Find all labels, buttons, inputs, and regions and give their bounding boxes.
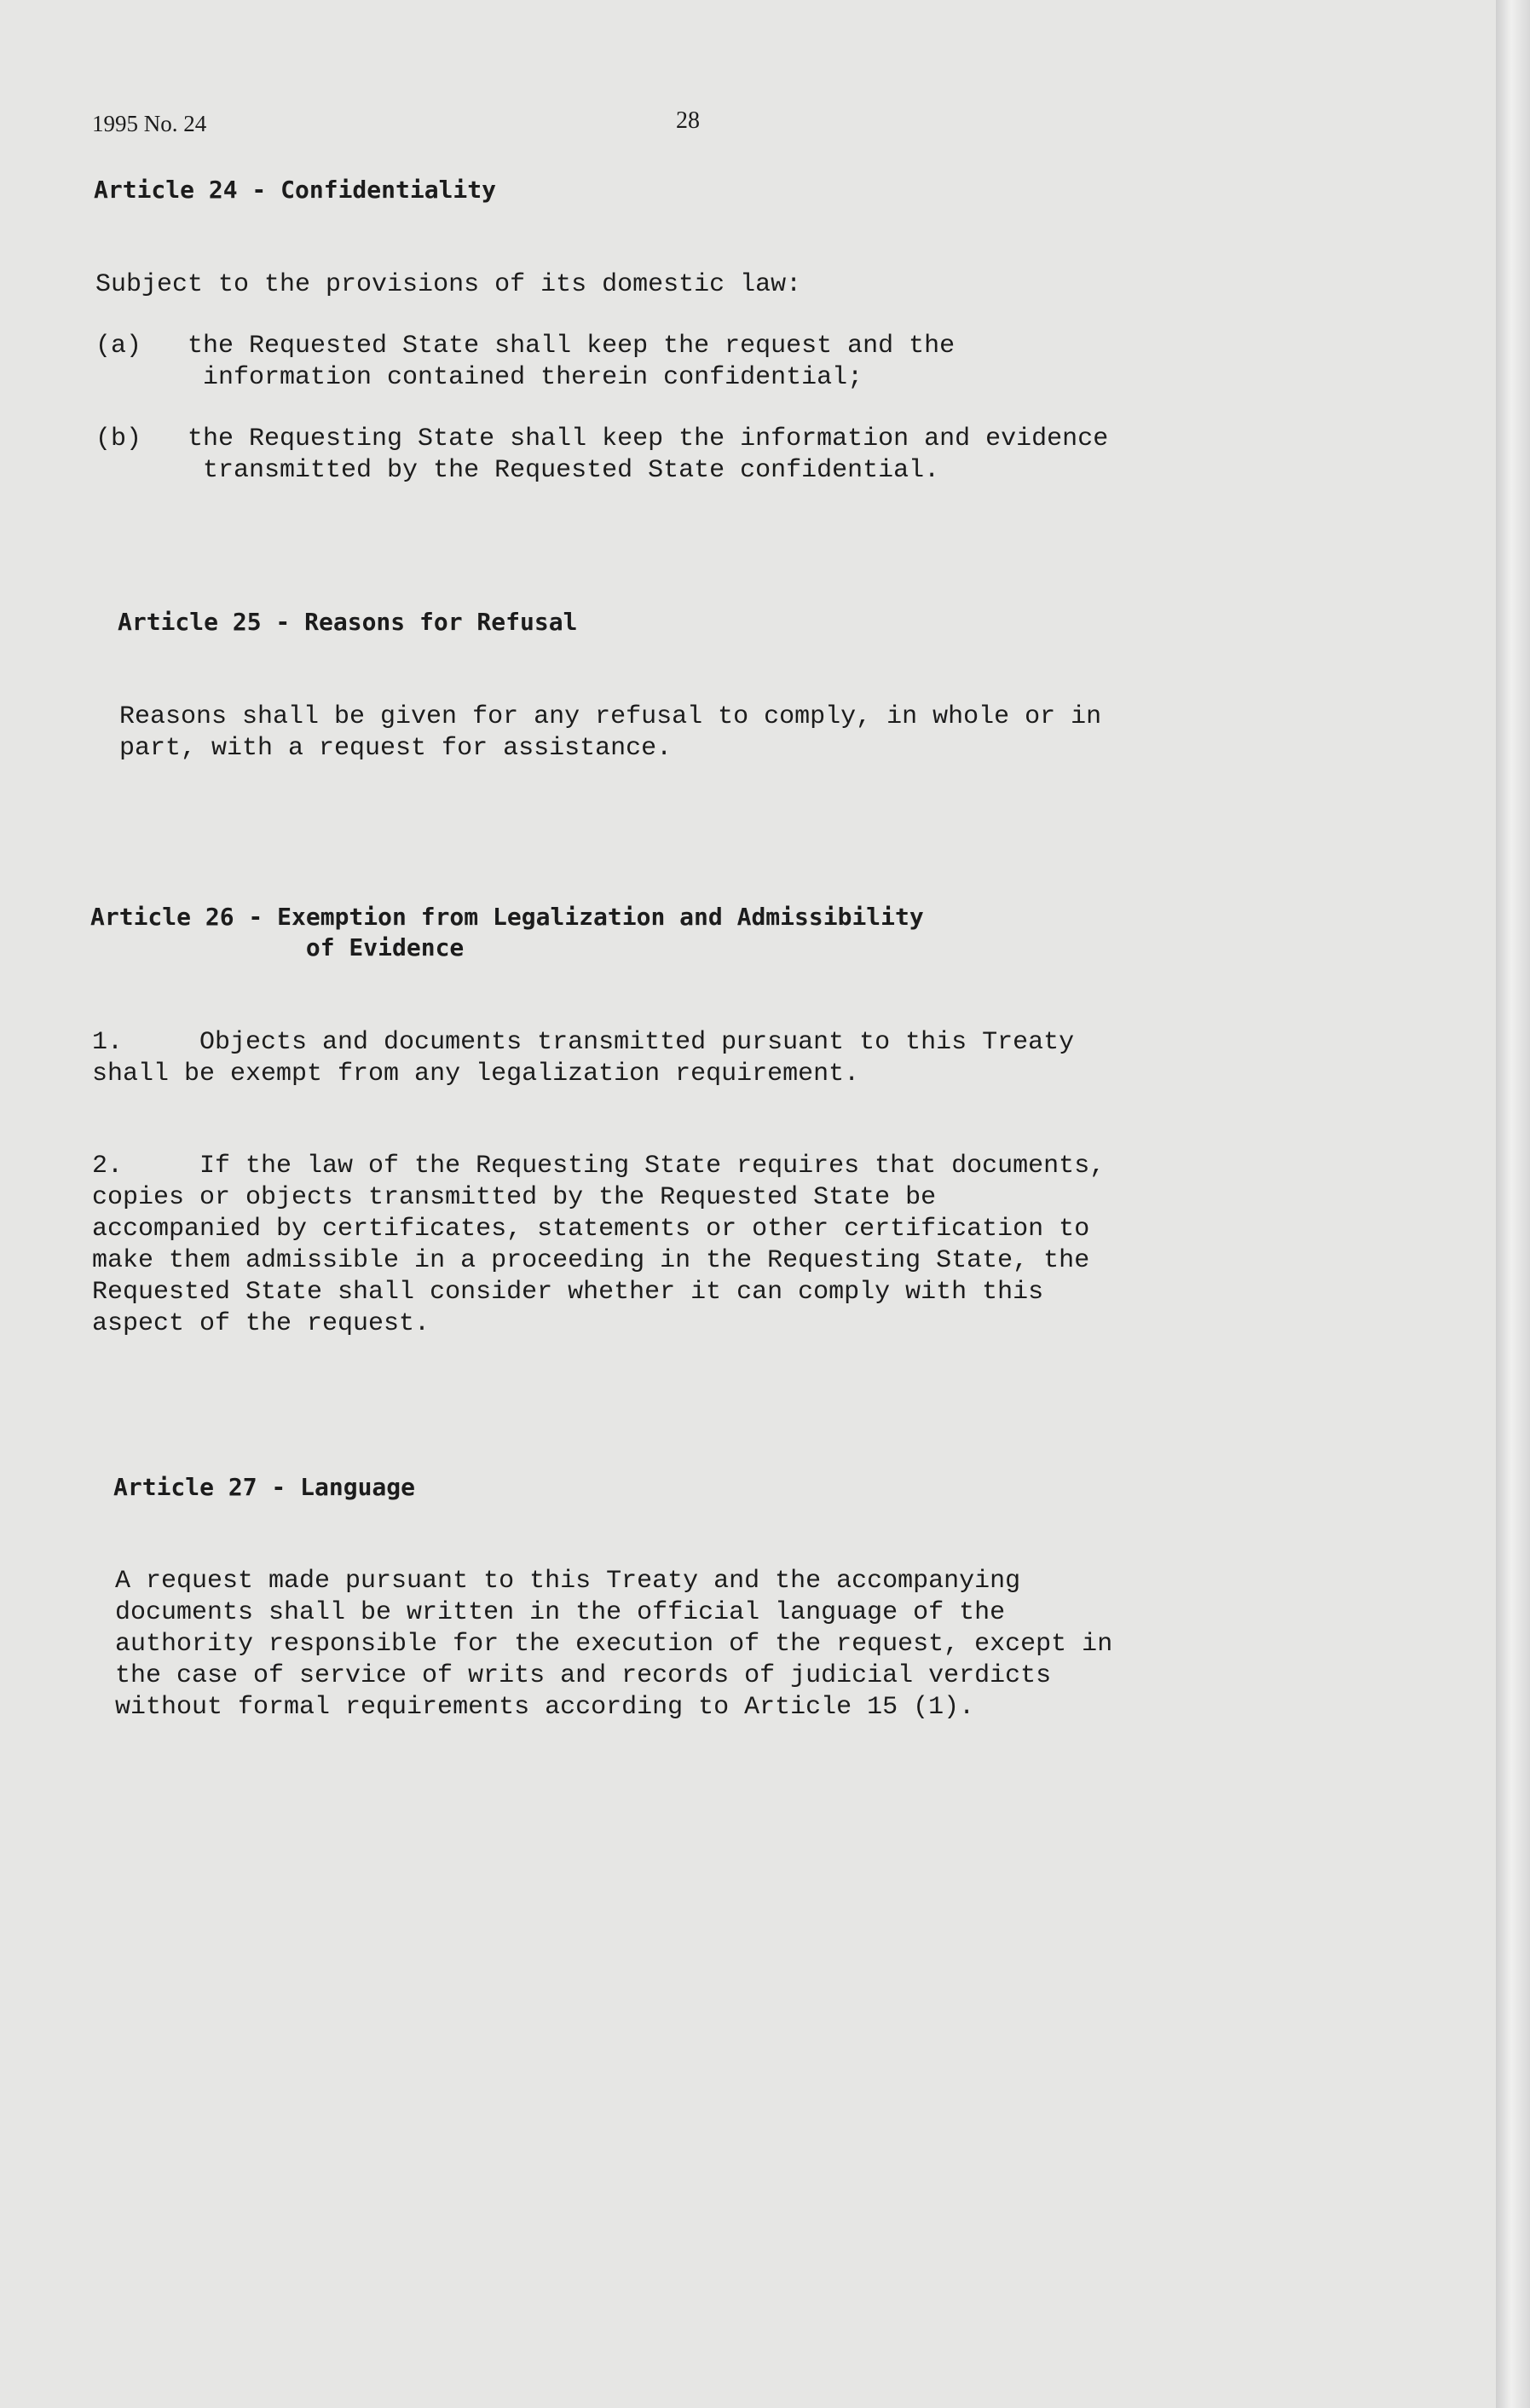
article-25-body: Reasons shall be given for any refusal to comply, in whole or in part, with a request for assistance. [119, 702, 1102, 763]
article-27-body: A request made pursuant to this Treaty and the accompanying documents shall be written in the official language of the authority responsible for the execution of the request, except in the case of service of writs and records of judicial verdicts without formal requirements according to Article 15 (1). [115, 1567, 1113, 1722]
article-26-heading: Article 26 - Exemption from Legalization and Admissibility of Evidence [90, 903, 924, 961]
article-24-item-a: (a) the Requested State shall keep the request and the information contained therein confidential; [95, 332, 956, 392]
page-edge-shadow [1496, 0, 1530, 2408]
article-26-para-2: 2. If the law of the Requesting State requires that documents, copies or objects transmitted by the Requested State be accompanied by certificates, statements or other certification to make them admissible in a proceeding in the Requesting State, the Requested State shall consider whether it can comply with this aspect of the request. [92, 1152, 1106, 1338]
article-24-intro: Subject to the provisions of its domestic law: [95, 270, 802, 299]
article-24-heading: Article 24 - Confidentiality [94, 176, 497, 204]
page-number: 28 [676, 107, 700, 134]
article-25-heading: Article 25 - Reasons for Refusal [118, 608, 578, 636]
document-reference: 1995 No. 24 [92, 111, 207, 136]
article-26-para-1: 1. Objects and documents transmitted pursuant to this Treaty shall be exempt from any legalization requirement. [92, 1028, 1075, 1089]
article-27-heading: Article 27 - Language [113, 1473, 416, 1501]
article-24-item-b: (b) the Requesting State shall keep the information and evidence transmitted by the Requested State confidential. [95, 424, 1109, 485]
